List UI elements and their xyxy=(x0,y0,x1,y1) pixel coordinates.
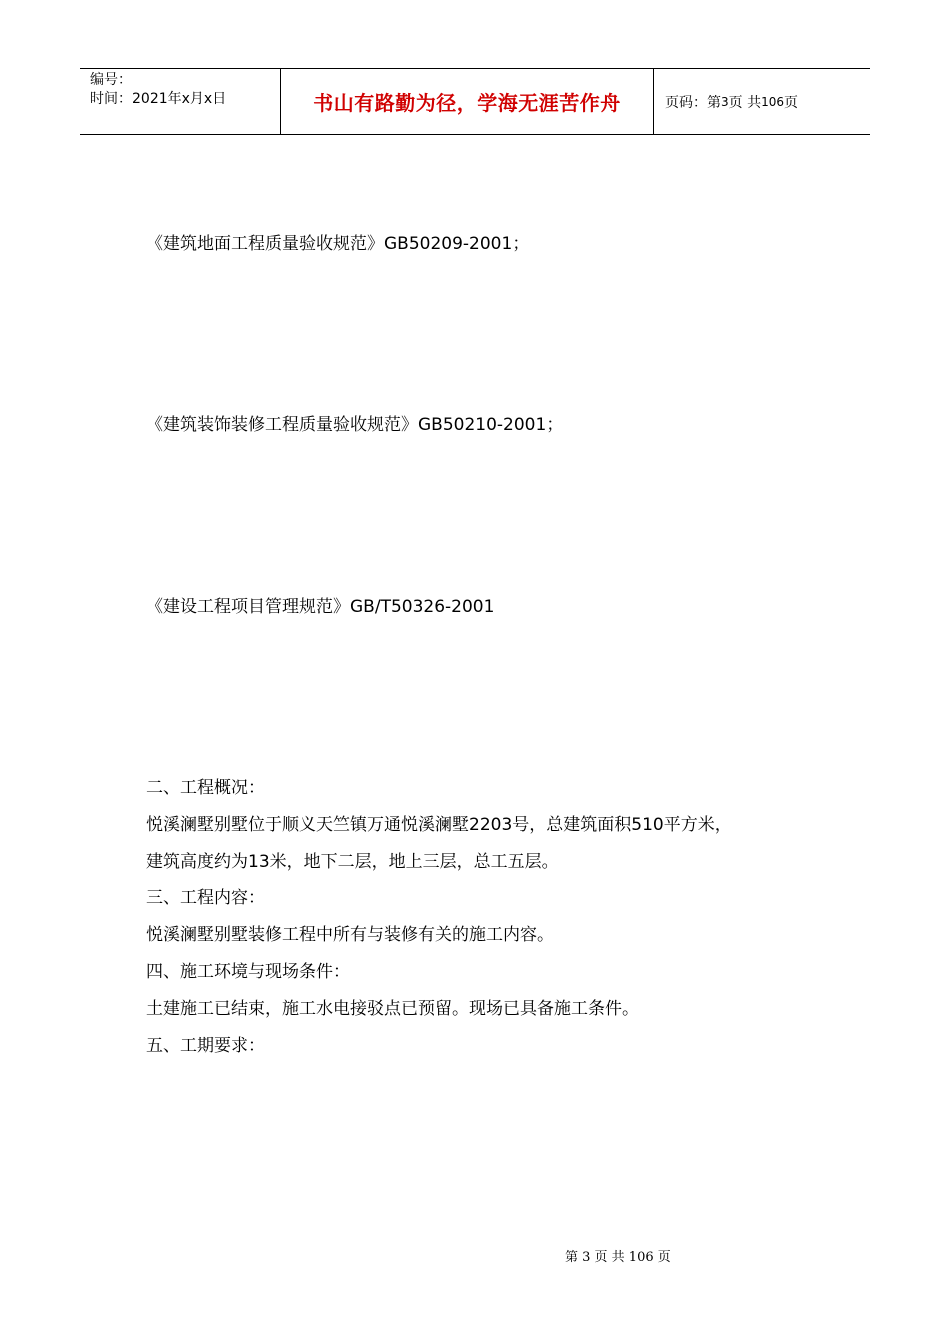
header-motto: 书山有路勤为径，学海无涯苦作舟 xyxy=(281,69,654,134)
page-prefix: 页码：第 xyxy=(665,94,721,111)
page-middle: 页 共 xyxy=(728,94,762,111)
document-number-label: 编号： xyxy=(90,72,132,88)
reference-line: 《建筑地面工程质量验收规范》GB50209-2001； xyxy=(146,234,530,254)
paragraph-line: 建筑高度约为13米，地下二层，地上三层，总工五层。 xyxy=(146,851,559,872)
header-meta xyxy=(80,69,281,134)
paragraph-line: 悦溪澜墅别墅装修工程中所有与装修有关的施工内容。 xyxy=(146,925,554,946)
page-current: 3 xyxy=(721,94,729,109)
page-suffix: 页 xyxy=(784,94,798,111)
paragraph-line: 悦溪澜墅别墅位于顺义天竺镇万通悦溪澜墅2203号，总建筑面积510平方米， xyxy=(146,814,732,835)
section-heading: 五、工期要求： xyxy=(146,1035,265,1056)
header-page-info xyxy=(654,69,870,134)
page-header xyxy=(80,68,870,135)
document-date: 时间：2021年x月x日 xyxy=(90,91,227,107)
page-total: 106 xyxy=(761,94,784,109)
paragraph-line: 土建施工已结束，施工水电接驳点已预留。现场已具备施工条件。 xyxy=(146,998,639,1019)
section-heading: 二、工程概况： xyxy=(146,778,265,798)
page-footer: 第 3 页 共 106 页 xyxy=(565,1250,671,1265)
section-heading: 三、工程内容： xyxy=(146,888,265,909)
section-heading: 四、施工环境与现场条件： xyxy=(146,961,350,982)
reference-line: 《建设工程项目管理规范》GB/T50326-2001 xyxy=(146,597,495,617)
reference-line: 《建筑装饰装修工程质量验收规范》GB50210-2001； xyxy=(146,415,564,435)
document-body xyxy=(146,770,846,1064)
